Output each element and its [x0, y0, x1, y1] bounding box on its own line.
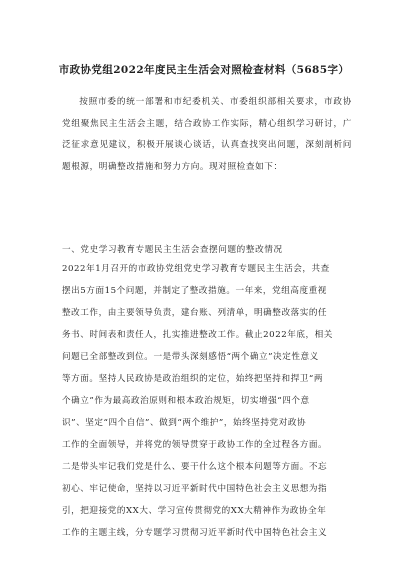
- body-line: 个确立”作为最高政治原则和根本政治规矩，切实增强“四个意: [62, 396, 310, 406]
- body-line: 识”、坚定“四个自信”、做到“两个维护”，始终坚持党对政协: [62, 418, 307, 428]
- body-line: 引，把迎接党的XX大、学习宣传贯彻党的XX大精神作为政协全年: [62, 506, 327, 516]
- body-line: 摆出5方面15个问题，并制定了整改措施。一年来，党组高度重视: [62, 286, 327, 296]
- document-title: 市政协党组2022年度民主生活会对照检查材料（5685字）: [58, 64, 350, 76]
- body-line: 务书、时间表和责任人，扎实推进整改工作。截止2022年底，相关: [62, 330, 333, 340]
- body-line: 等方面。坚持人民政协是政治组织的定位，始终把坚持和捍卫“两: [62, 374, 323, 384]
- section-heading: 一、党史学习教育专题民主生活会查摆问题的整改情况: [62, 245, 283, 255]
- body-line: 2022年1月召开的市政协党组党史学习教育专题民主生活会，共查: [62, 264, 330, 274]
- intro-paragraph: 按照市委的统一部署和市纪委机关、市委组织部相关要求，市政协党组聚焦民主生活会主题，结合政协工作实际，精心组织学习研讨，广泛征求意见建议，积极开展谈心谈话，认真查找突出问题，深刻剖析问题根源，明确整改措施和努力方向。现对照检查如下：: [62, 97, 352, 172]
- body-line: 二是带头牢记我们党是什么、要干什么这个根本问题等方面。不忘: [62, 462, 328, 472]
- body-line: 工作的主题主线，分专题学习贯彻习近平新时代中国特色社会主义: [62, 528, 328, 538]
- body-line: 问题已全部整改到位。一是带头深刻感悟“两个确立”决定性意义: [62, 352, 319, 362]
- body-line: 工作的全面领导，并将党的领导贯穿于政协工作的全过程各方面。: [62, 440, 328, 450]
- body-line: 整改工作，由主要领导负责，建台账、列清单，明确整改落实的任: [62, 308, 328, 318]
- body-line: 初心、牢记使命，坚持以习近平新时代中国特色社会主义思想为指: [62, 484, 328, 494]
